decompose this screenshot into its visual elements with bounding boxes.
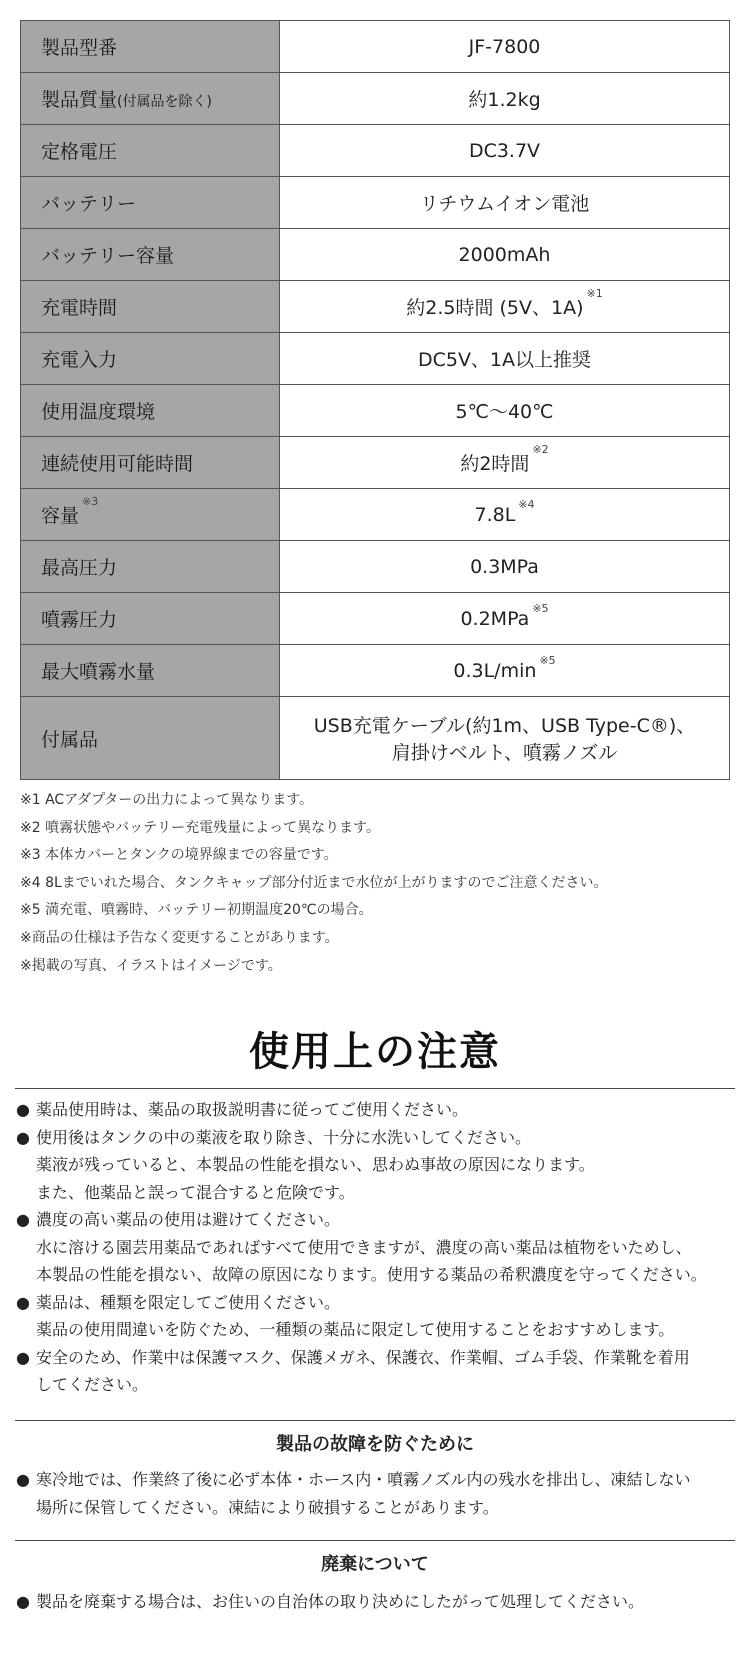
spec-label-text: 使用温度環境 xyxy=(41,401,156,423)
list-item-text: 濃度の高い薬品の使用は避けてください。 xyxy=(36,1210,341,1229)
spec-table xyxy=(20,20,730,780)
spec-value-note: ※2 xyxy=(532,443,549,456)
spec-value-text: JF-7800 xyxy=(468,35,541,58)
bullet-icon: ● xyxy=(16,1100,30,1119)
bullet-icon: ● xyxy=(16,1127,30,1147)
bullet-icon: ● xyxy=(16,1592,30,1611)
footnote: ※掲載の写真、イラストはイメージです。 xyxy=(20,957,282,974)
spec-label xyxy=(21,489,280,541)
spec-label-text: 噴霧圧力 xyxy=(41,609,118,631)
footnote: ※4 8Lまでいれた場合、タンクキャップ部分付近まで水位が上がりますのでご注意ください。 xyxy=(20,874,608,891)
spec-label-text: 製品質量 xyxy=(41,89,118,111)
spec-label xyxy=(21,437,280,489)
list-item-text: 薬品は、種類を限定してご使用ください。 xyxy=(36,1292,341,1312)
list-item xyxy=(16,1206,746,1289)
list-item-text: また、他薬品と誤って混合すると危険です。 xyxy=(36,1182,355,1202)
list-item xyxy=(16,1344,746,1399)
spec-value xyxy=(280,281,730,333)
spec-label xyxy=(21,541,280,593)
bullet-icon: ● xyxy=(16,1347,30,1367)
spec-value-note: ※5 xyxy=(539,653,556,667)
spec-table-body xyxy=(21,21,730,780)
spec-row xyxy=(21,281,730,333)
spec-value-text: 0.2MPa xyxy=(460,607,530,630)
spec-value xyxy=(280,541,730,593)
spec-label-text: バッテリー容量 xyxy=(41,245,175,267)
spec-row-accessory xyxy=(21,697,730,780)
spec-value xyxy=(280,125,730,177)
spec-label: 付属品 xyxy=(21,697,280,780)
spec-value-text: 0.3L/min xyxy=(453,659,537,682)
spec-row xyxy=(21,593,730,645)
accessory-line-1: USB充電ケーブル(約1m、USB Type-C®)、 xyxy=(313,715,696,737)
spec-label-text: 容量 xyxy=(41,505,80,527)
spec-row xyxy=(21,229,730,281)
spec-label-text: 定格電圧 xyxy=(41,141,118,163)
spec-label-text: 充電時間 xyxy=(41,297,118,319)
spec-label-text: 最高圧力 xyxy=(41,557,118,579)
spec-value xyxy=(280,385,730,437)
prevent-list xyxy=(16,1466,746,1521)
spec-label-text: バッテリー xyxy=(41,193,137,215)
list-item-text: 安全のため、作業中は保護マスク、保護メガネ、保護衣、作業帽、ゴム手袋、作業靴を着用 xyxy=(36,1347,690,1367)
caution-title: 使用上の注意 xyxy=(249,1029,501,1075)
caution-list xyxy=(16,1096,746,1399)
bullet-icon: ● xyxy=(16,1210,30,1229)
spec-row xyxy=(21,541,730,593)
spec-label-small: (付属品を除く) xyxy=(117,94,212,110)
list-item-text: 薬品使用時は、薬品の取扱説明書に従ってご使用ください。 xyxy=(36,1100,469,1119)
spec-label-text: 最大噴霧水量 xyxy=(41,661,156,683)
spec-row xyxy=(21,21,730,73)
spec-value-text: 2000mAh xyxy=(458,243,551,266)
list-item-text: 薬液が残っていると、本製品の性能を損ない、思わぬ事故の原因になります。 xyxy=(36,1155,595,1174)
footnotes xyxy=(20,787,740,980)
spec-value xyxy=(280,645,730,697)
spec-value-text: リチウムイオン電池 xyxy=(419,193,590,215)
spec-row xyxy=(21,645,730,697)
bullet-icon: ● xyxy=(16,1470,30,1489)
spec-row xyxy=(21,73,730,125)
spec-value xyxy=(280,229,730,281)
list-item-text: 薬品の使用間違いを防ぐため、一種類の薬品に限定して使用することをおすすめします。 xyxy=(36,1320,675,1339)
spec-label xyxy=(21,593,280,645)
list-item xyxy=(16,1096,746,1124)
spec-value xyxy=(280,489,730,541)
spec-row xyxy=(21,333,730,385)
spec-value-text: 約2時間 xyxy=(460,453,530,475)
list-item-text: 本製品の性能を損ない、故障の原因になります。使用する薬品の希釈濃度を守ってください。 xyxy=(36,1265,707,1284)
spec-label-text: 充電入力 xyxy=(41,349,118,371)
spec-label xyxy=(21,385,280,437)
spec-value-note: ※4 xyxy=(518,497,535,511)
spec-value-note: ※5 xyxy=(532,601,549,615)
list-item-text: 製品を廃棄する場合は、お住いの自治体の取り決めにしたがって処理してください。 xyxy=(36,1592,645,1611)
footnote: ※1 ACアダプターの出力によって異なります。 xyxy=(20,792,314,808)
footnote: ※2 噴霧状態やバッテリー充電残量によって異なります。 xyxy=(20,819,380,836)
spec-label xyxy=(21,281,280,333)
spec-row xyxy=(21,125,730,177)
spec-value xyxy=(280,177,730,229)
list-item xyxy=(16,1124,746,1207)
footnote: ※5 満充電、噴霧時、バッテリー初期温度20℃の場合。 xyxy=(20,902,373,919)
spec-label xyxy=(21,333,280,385)
spec-value-text: 5℃～40℃ xyxy=(455,401,554,423)
divider xyxy=(15,1088,735,1089)
spec-value xyxy=(280,333,730,385)
disposal-list xyxy=(16,1588,746,1616)
spec-row xyxy=(21,437,730,489)
spec-label-text: 連続使用可能時間 xyxy=(41,453,194,475)
spec-label-note: ※3 xyxy=(82,495,99,508)
spec-label xyxy=(21,645,280,697)
bullet-icon: ● xyxy=(16,1292,30,1312)
list-item-text: してください。 xyxy=(36,1375,149,1394)
spec-row xyxy=(21,385,730,437)
spec-value xyxy=(280,593,730,645)
spec-row xyxy=(21,177,730,229)
accessory-line-2: 肩掛けベルト、噴霧ノズル xyxy=(391,742,618,764)
spec-value-note: ※1 xyxy=(586,287,603,300)
spec-value xyxy=(280,697,730,780)
spec-label-text: 製品型番 xyxy=(41,37,118,59)
spec-row xyxy=(21,489,730,541)
spec-label xyxy=(21,21,280,73)
list-item xyxy=(16,1588,746,1616)
disposal-title: 廃棄について xyxy=(321,1554,429,1575)
spec-label xyxy=(21,125,280,177)
spec-value-text: DC3.7V xyxy=(468,139,541,162)
list-item-text: 場所に保管してください。凍結により破損することがあります。 xyxy=(36,1497,499,1517)
spec-value xyxy=(280,73,730,125)
list-item-text: 水に溶ける園芸用薬品であればすべて使用できますが、濃度の高い薬品は植物をいためし、 xyxy=(36,1237,692,1257)
divider xyxy=(15,1540,735,1541)
divider xyxy=(15,1420,735,1421)
spec-label xyxy=(21,177,280,229)
list-item-text: 使用後はタンクの中の薬液を取り除き、十分に水洗いしてください。 xyxy=(36,1127,532,1147)
list-item xyxy=(16,1466,746,1521)
spec-value-text: 約1.2kg xyxy=(468,89,541,111)
spec-label xyxy=(21,73,280,125)
footnote: ※商品の仕様は予告なく変更することがあります。 xyxy=(20,929,339,946)
prevent-title: 製品の故障を防ぐために xyxy=(276,1434,474,1455)
spec-value-text: 約2.5時間 (5V、1A) xyxy=(406,297,584,319)
footnote: ※3 本体カバーとタンクの境界線までの容量です。 xyxy=(20,847,338,864)
spec-label xyxy=(21,229,280,281)
spec-value xyxy=(280,437,730,489)
spec-value-text: 0.3MPa xyxy=(470,555,539,578)
list-item-text: 寒冷地では、作業終了後に必ず本体・ホース内・噴霧ノズル内の残水を排出し、凍結しない xyxy=(36,1470,691,1489)
spec-value xyxy=(280,21,730,73)
list-item xyxy=(16,1289,746,1344)
spec-value-text: DC5V、1A以上推奨 xyxy=(417,349,592,371)
spec-value-text: 7.8L xyxy=(474,503,516,526)
